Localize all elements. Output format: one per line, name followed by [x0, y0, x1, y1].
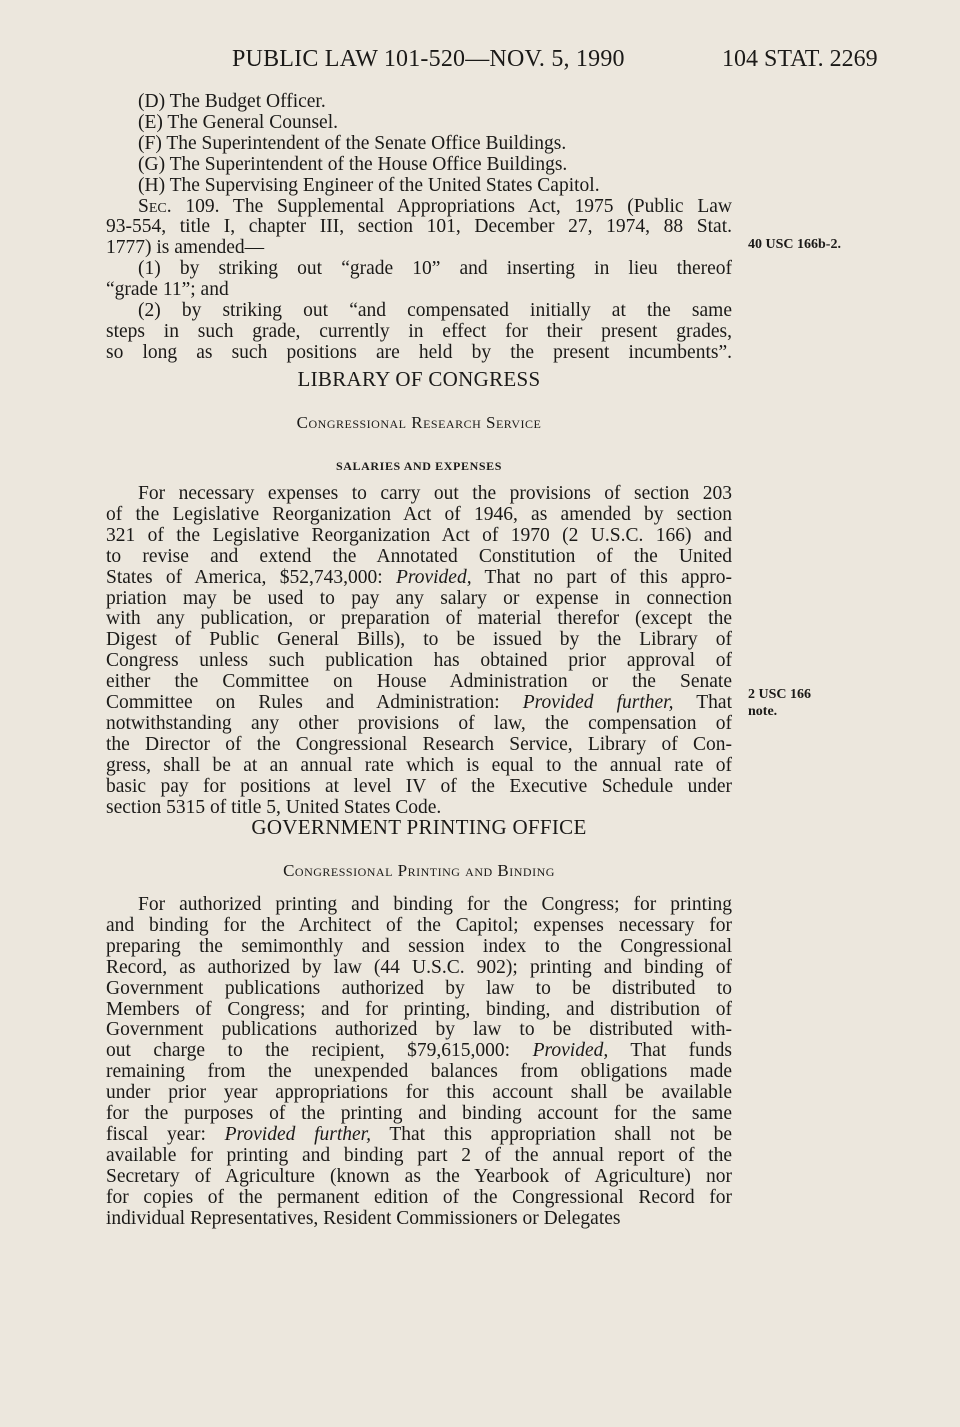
line-text: That no part of this appro-	[471, 566, 732, 588]
line-text: Digest of Public General Bills), to be issued by the Library of	[106, 629, 732, 651]
line-text: remaining from the unexpended balances from obligations made	[106, 1061, 732, 1083]
line-text: fiscal year:	[106, 1123, 225, 1145]
margin-note-40-usc: 40 USC 166b-2.	[748, 237, 841, 252]
line-text: Committee on Rules and Administration:	[106, 692, 523, 714]
paragraph-line	[106, 1083, 732, 1104]
line-text: basic pay for positions at level IV of the Executive Schedule under	[106, 775, 732, 797]
section-109-line: 1777) is amended—	[106, 237, 265, 259]
gpo-paragraph	[106, 895, 732, 1230]
paragraph-line	[106, 1188, 732, 1209]
line-text: gress, shall be at an annual rate which is equal to the annual rate of	[106, 754, 732, 776]
paragraph-line	[106, 693, 732, 714]
line-text: to revise and extend the Annotated Constitution of the United	[106, 545, 732, 567]
amendment-2-line: (2) by striking out “and compensated initially at the same	[138, 300, 732, 322]
paragraph-line	[106, 756, 732, 777]
line-text: and binding for the Architect of the Capitol; expenses necessary for	[106, 914, 732, 936]
paragraph-line	[106, 651, 732, 672]
list-item: (E) The General Counsel.	[138, 111, 338, 133]
line-text: Record, as authorized by law (44 U.S.C. 902); printing and binding of	[106, 956, 732, 978]
amendment-1-line: (1) by striking out “grade 10” and inserting in lieu thereof	[138, 258, 732, 280]
line-text: notwithstanding any other provisions of law, the compensation of	[106, 712, 732, 734]
line-text: That this appropriation shall not be	[370, 1123, 733, 1145]
agency-heading-library: LIBRARY OF CONGRESS	[297, 367, 541, 391]
line-text: 321 of the Legislative Reorganization Act of 1970 (2 U.S.C. 166) and	[106, 524, 732, 546]
paragraph-line	[106, 547, 732, 568]
line-text: That funds	[608, 1040, 732, 1062]
paragraph-line	[106, 916, 732, 937]
paragraph-line	[106, 1041, 732, 1062]
line-text: priation may be used to pay any salary or expense in connection	[106, 587, 732, 609]
running-head: PUBLIC LAW 101-520—NOV. 5, 1990	[232, 46, 625, 72]
line-text: For authorized printing and binding for the Congress; for printing	[138, 894, 732, 915]
office-heading-crs: Congressional Research Service	[296, 413, 542, 432]
sec-label: Sec.	[138, 195, 172, 217]
paragraph-line	[106, 1020, 732, 1041]
line-text: Government publications authorized by law to be distributed to	[106, 977, 732, 999]
paragraph-line	[106, 1146, 732, 1167]
paragraph-line	[106, 484, 732, 505]
paragraph-line	[106, 589, 732, 610]
proviso-term: Provided,	[395, 566, 472, 588]
line-text: either the Committee on House Administration or the Senate	[106, 671, 732, 693]
paragraph-line	[106, 937, 732, 958]
line-text: available for printing and binding part 2 of the annual report of the	[106, 1144, 732, 1166]
paragraph-line	[106, 895, 732, 916]
line-text: for the purposes of the printing and binding account for the same	[106, 1103, 732, 1125]
list-item: (G) The Superintendent of the House Office Buildings.	[138, 153, 568, 175]
line-text: individual Representatives, Resident Commissioners or Delegates	[106, 1207, 621, 1229]
officer-list	[106, 92, 732, 197]
paragraph-line	[106, 735, 732, 756]
paragraph-line	[106, 1125, 732, 1146]
line-text: of the Legislative Reorganization Act of 1946, as amended by section	[106, 503, 732, 525]
section-109	[106, 197, 732, 364]
line-text: the Director of the Congressional Research Service, Library of Con-	[106, 733, 732, 755]
paragraph-line	[106, 505, 732, 526]
section-109-line: 93-554, title I, chapter III, section 101, December 27, 1974, 88 Stat.	[106, 216, 732, 238]
line-text: Congress unless such publication has obtained prior approval of	[106, 650, 732, 672]
paragraph-line	[106, 958, 732, 979]
line-text: for copies of the permanent edition of the Congressional Record for	[106, 1186, 732, 1208]
paragraph-line	[106, 630, 732, 651]
paragraph-line	[106, 1209, 732, 1230]
paragraph-line	[106, 979, 732, 1000]
margin-note-2-usc: 2 USC 166 note.	[748, 687, 812, 719]
line-text: Secretary of Agriculture (known as the Yearbook of Agriculture) nor	[106, 1165, 732, 1187]
line-text: Government publications authorized by law to be distributed with-	[106, 1019, 732, 1041]
line-text: under prior year appropriations for this account shall be available	[106, 1082, 732, 1104]
stat-reference: 104 STAT. 2269	[722, 46, 878, 72]
library-paragraph	[106, 484, 732, 819]
proviso-term: Provided,	[532, 1040, 609, 1062]
paragraph-line	[106, 1167, 732, 1188]
line-text: out charge to the recipient, $79,615,000:	[106, 1040, 533, 1062]
appropriation-heading: SALARIES AND EXPENSES	[336, 459, 502, 473]
paragraph-line	[106, 609, 732, 630]
line-text: For necessary expenses to carry out the provisions of section 203	[138, 483, 732, 504]
line-text: with any publication, or preparation of material therefor (except the	[106, 608, 732, 630]
paragraph-line	[106, 526, 732, 547]
paragraph-line	[106, 568, 732, 589]
proviso-term: Provided further,	[522, 692, 674, 714]
paragraph-line	[106, 1000, 732, 1021]
line-text: section 5315 of title 5, United States Code.	[106, 796, 442, 818]
line-text: Members of Congress; and for printing, binding, and distribution of	[106, 998, 732, 1020]
list-item: (H) The Supervising Engineer of the United States Capitol.	[138, 174, 600, 196]
line-text: States of America, $52,743,000:	[106, 566, 396, 588]
agency-heading-gpo: GOVERNMENT PRINTING OFFICE	[251, 815, 587, 839]
amendment-2-line: steps in such grade, currently in effect for their present grades,	[106, 320, 732, 342]
paragraph-line	[106, 777, 732, 798]
amendment-1-line: “grade 11”; and	[106, 279, 229, 301]
amendment-2-line: so long as such positions are held by the present incumbents”.	[106, 341, 732, 363]
office-heading-printing: Congressional Printing and Binding	[283, 861, 555, 880]
paragraph-line	[106, 1062, 732, 1083]
section-109-line: Sec. 109. The Supplemental Appropriations Act, 1975 (Public Law	[138, 195, 732, 217]
line-text: That	[673, 692, 732, 714]
paragraph-line	[106, 672, 732, 693]
paragraph-line	[106, 1104, 732, 1125]
list-item: (F) The Superintendent of the Senate Office Buildings.	[138, 132, 567, 154]
paragraph-line	[106, 714, 732, 735]
proviso-term: Provided further,	[224, 1123, 371, 1145]
list-item: (D) The Budget Officer.	[138, 91, 326, 112]
line-text: preparing the semimonthly and session index to the Congressional	[106, 935, 732, 957]
